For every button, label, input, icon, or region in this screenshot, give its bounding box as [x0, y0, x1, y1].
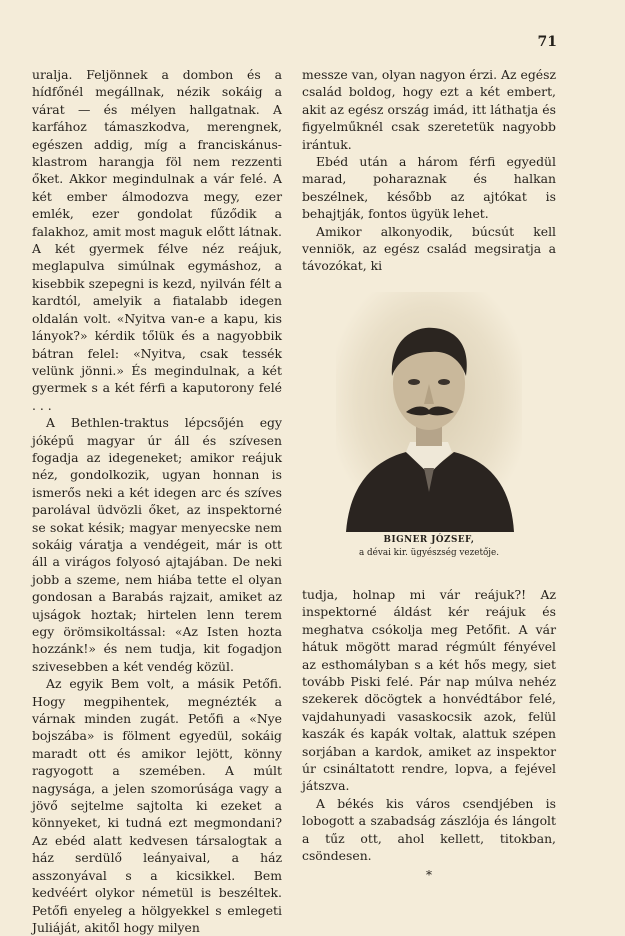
left-column — [32, 66, 282, 936]
portrait-caption-name: BIGNER JÓZSEF, — [383, 535, 475, 545]
portrait-photo — [336, 292, 522, 532]
paragraph: A Bethlen-traktus lépcsőjén egy jóképű magyar úr áll és szívesen fogadja az idegeneket; amikor reájuk néz, gondolkozik, ugyan honnan is ismerős neki a két idegen arc és szíves parolával üdvözli őket, az inspektorné se sokat késik; magyar menyecske nem sokáig váratja a vendégeit, már is ott áll a virágos folyosó ajtajában. De neki jobb a szeme, nem hiába tette el olyan gondosan a Barabás rajzait, amiket az ujságok hoztak; hirtelen lenn terem egy örömsikoltással: «Az Isten hozta hozzánk!» és nem tudja, kit fogadjon szivesebben a két vendég közül. — [32, 415, 282, 674]
right-column-top — [302, 66, 556, 275]
paragraph: uralja. Feljönnek a dombon és a hídfőnél megállnak, nézik sokáig a várat — és mélyen hallgatnak. A karfához támaszkodva, merengnek, egészen addig, míg a franciskánus-klastrom harangja föl nem rezzenti őket. Akkor megindulnak a vár felé. A két ember álmodozva megy, ezer emlék, ezer gondolat fűződik a falakhoz, amit most maguk előtt látnak. A két gyermek félve néz reájuk, meglapulva simúlnak egymáshoz, a kisebbik szepegni is kezd, nyilván félt a kardtól, amelyik a fiatalabb idegen oldalán volt. «Nyitva van-e a kapu, kis lányok?» kérdik tőlük és a nagyobbik bátran felel: «Nyitva, csak tessék velünk jönni.» És megindulnak, a két gyermek s a két férfi a kaputorony felé . . . — [32, 67, 282, 413]
paragraph: Amikor alkonyodik, búcsút kell venniök, az egész család megsiratja a távozókat, ki — [302, 223, 556, 274]
paragraph: messze van, olyan nagyon érzi. Az egész család boldog, hogy ezt a két embert, akit az egész ország imád, itt láthatja és figyelműknél csak szeretetük nagyobb irántuk. — [302, 67, 556, 152]
portrait-caption-role: a dévai kir. ügyészség vezetője. — [358, 548, 500, 558]
paragraph: tudja, holnap mi vár reájuk?! Az inspektorné áldást kér reájuk és meghatva csókolja meg Petőfit. A vár hátuk mögött marad régmúlt fényével az esthomályban s a két hős megy, siet tovább Piski felé. Pár nap múlva nehéz szekerek döcögtek a honvédtábor felé, vajdahunyadi vasaskocsik azok, felül kaszák és kapák voltak, alattuk szépen sorjában a kardok, amiket az inspektor úr csináltatott rendre, lopva, a fejével játszva. — [302, 587, 556, 794]
paragraph: Az egyik Bem volt, a másik Petőfi. Hogy megpihentek, megnézték a várnak minden zugát. Petőfi a «Nye bojszába» is fölment egyedül, sokáig maradt ott és amikor lejött, könny ragyogott a szemében. A múlt nagysága, a jelen szomorúsága vagy a jövő sejtelme sajtolta ki ezeket a könnyeket, ki tudná ezt megmondani? Az ebéd alatt kedvesen társalogtak a ház serdülő leányaival, a ház asszonyával s a kicsikkel. Bem kedvéért olykor németül is beszéltek. Petőfi enyeleg a hölgyekkel s emlegeti Juliáját, akitől hogy milyen — [32, 676, 282, 935]
paragraph: A békés kis város csendjében is lobogott a szabadság zászlója és lángolt a tűz ott, ahol kellett, titokban, csöndesen. — [302, 795, 556, 864]
page-number: 71 — [537, 34, 557, 50]
portrait-figure — [336, 292, 522, 560]
right-column-bottom — [302, 586, 556, 884]
section-asterisk: * — [426, 867, 432, 882]
paragraph: Ebéd után a három férfi egyedül marad, poharaznak és halkan beszélnek, később az ajtókat is behajtják, fontos ügyük lehet. — [302, 154, 556, 222]
